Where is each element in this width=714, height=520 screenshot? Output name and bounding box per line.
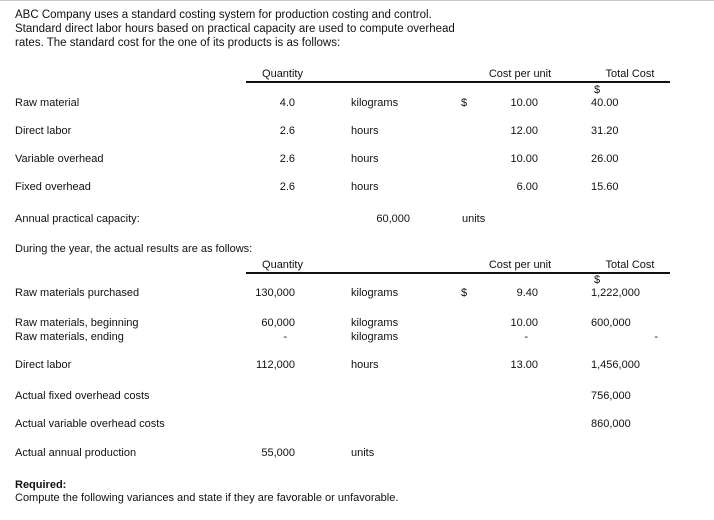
- beginning-label: Raw materials, beginning: [15, 317, 139, 329]
- cost-dollar-sign: $: [461, 287, 468, 299]
- labor-unit: hours: [351, 359, 379, 371]
- std-row-label: Fixed overhead: [15, 181, 91, 193]
- std-row-unit: hours: [351, 125, 379, 137]
- actual-heading: During the year, the actual results are as follows:: [15, 243, 253, 255]
- std-row-label: Variable overhead: [15, 153, 104, 165]
- cost-dollar-sign: $: [461, 97, 468, 109]
- header-cost-per-unit: Cost per unit: [488, 259, 552, 271]
- std-row-label: Raw material: [15, 97, 80, 109]
- beginning-unit: kilograms: [351, 317, 399, 329]
- variable-oh-label: Actual variable overhead costs: [15, 418, 165, 430]
- top-border: [0, 0, 714, 1]
- ending-total: -: [654, 331, 658, 343]
- purchased-total: 1,222,000: [591, 287, 640, 299]
- std-row-total: 15.60: [591, 181, 619, 193]
- purchased-qty: 130,000: [255, 287, 295, 299]
- labor-cost: 13.00: [510, 359, 538, 371]
- std-row-total: 26.00: [591, 153, 619, 165]
- header-quantity: Quantity: [262, 259, 303, 271]
- std-row-qty: 2.6: [279, 125, 295, 137]
- capacity-value: 60,000: [376, 213, 410, 225]
- beginning-cost: 10.00: [510, 317, 538, 329]
- header-rule: [246, 81, 670, 83]
- total-dollar-sign: $: [594, 84, 601, 96]
- ending-unit: kilograms: [351, 331, 399, 343]
- labor-qty: 112,000: [256, 359, 295, 371]
- total-dollar-sign: $: [594, 274, 601, 286]
- header-total-cost: Total Cost: [605, 68, 655, 80]
- std-row-cost: 10.00: [510, 97, 538, 109]
- purchased-label: Raw materials purchased: [15, 287, 140, 299]
- ending-label: Raw materials, ending: [15, 331, 124, 343]
- ending-qty: -: [283, 331, 287, 343]
- capacity-label: Annual practical capacity:: [15, 213, 140, 225]
- purchased-unit: kilograms: [351, 287, 399, 299]
- production-label: Actual annual production: [15, 447, 137, 459]
- std-row-cost: 12.00: [510, 125, 538, 137]
- production-qty: 55,000: [261, 447, 295, 459]
- beginning-total: 600,000: [591, 317, 631, 329]
- std-row-total: 31.20: [591, 125, 619, 137]
- purchased-cost: 9.40: [516, 287, 538, 299]
- capacity-unit: units: [462, 213, 486, 225]
- std-row-qty: 2.6: [279, 181, 295, 193]
- fixed-oh-total: 756,000: [591, 390, 631, 402]
- fixed-oh-label: Actual fixed overhead costs: [15, 390, 150, 402]
- labor-label: Direct labor: [15, 359, 72, 371]
- variable-oh-total: 860,000: [591, 418, 631, 430]
- required-text: Compute the following variances and state if they are favorable or unfavorable.: [15, 492, 399, 504]
- std-row-unit: hours: [351, 181, 379, 193]
- std-row-total: 40.00: [591, 97, 619, 109]
- std-row-unit: kilograms: [351, 97, 399, 109]
- header-rule: [246, 272, 670, 274]
- ending-cost: -: [524, 331, 528, 343]
- std-row-label: Direct labor: [15, 125, 72, 137]
- intro-line: Standard direct labor hours based on practical capacity are used to compute overhead: [15, 23, 455, 35]
- std-row-qty: 2.6: [279, 153, 295, 165]
- labor-total: 1,456,000: [591, 359, 640, 371]
- production-unit: units: [351, 447, 375, 459]
- std-row-unit: hours: [351, 153, 379, 165]
- std-row-cost: 6.00: [516, 181, 538, 193]
- intro-paragraph: [15, 8, 705, 50]
- beginning-qty: 60,000: [261, 317, 295, 329]
- header-quantity: Quantity: [262, 68, 303, 80]
- required-title: Required:: [15, 479, 67, 491]
- header-total-cost: Total Cost: [605, 259, 655, 271]
- intro-line: ABC Company uses a standard costing system for production costing and control.: [15, 9, 432, 21]
- header-cost-per-unit: Cost per unit: [488, 68, 552, 80]
- std-row-qty: 4.0: [279, 97, 295, 109]
- std-row-cost: 10.00: [510, 153, 538, 165]
- intro-line: rates. The standard cost for the one of its products is as follows:: [15, 37, 341, 49]
